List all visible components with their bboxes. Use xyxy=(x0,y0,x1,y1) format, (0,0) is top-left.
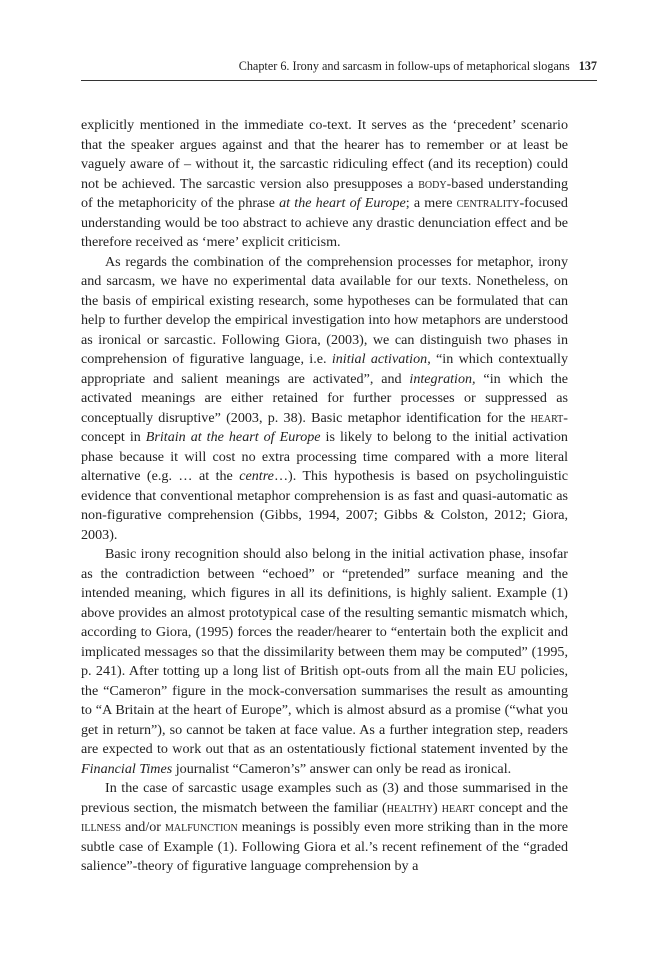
small-caps-term: healthy xyxy=(386,799,434,816)
header-rule xyxy=(81,80,597,81)
paragraph xyxy=(81,779,568,877)
chapter-title: Chapter 6. Irony and sarcasm in follow-ups of metaphorical slogans xyxy=(238,59,570,73)
text-run: ; a mere xyxy=(405,195,457,211)
small-caps-term: heart xyxy=(441,799,475,816)
text-run: As regards the combination of the comprehension processes for metaphor, irony and sarcasm, we have no experimental data available for our texts. Nonetheless, on the basis of empirical existing research, some hypotheses can be formulated that can help to further develop the empirical investigation into how metaphors are understood as ironical or sarcastic. Following Giora, (2003), we can distinguish two phases in comprehension of figurative language, i.e. xyxy=(81,253,568,367)
running-head xyxy=(81,58,597,74)
text-run: …). This hypothesis is based on psycholinguistic evidence that conventional metaphor comprehension is as fast and quasi-automatic as non-figurative comprehension (Gibbs, 1994, 2007; Gibbs & Colston, 2012; Giora, 2003). xyxy=(81,468,568,543)
text-run: journalist “Cameron’s” answer can only be read as ironical. xyxy=(172,760,512,777)
italic-text: initial activation xyxy=(331,351,428,367)
small-caps-term: body xyxy=(418,175,447,192)
text-run: -concept in xyxy=(81,409,568,445)
italic-text: integration, xyxy=(409,370,476,387)
text-run: Basic irony recognition should also belong in the initial activation phase, insofar as the contradiction between “echoed” or “pretended” surface meaning and the intended meaning, which figures in all its definitions, is highly salient. Example (1) above provides an almost prototypical case of the resulting semantic mismatch which, according to Giora, (1995) forces the reader/hearer to “entertain both the explicit and implicated messages so that the dissimilarity between them may be computed” (1995, p. 241). After totting up a long list of British opt-outs from all the main EU policies, the “Cameron” figure in the mock-conversation summarises the result as amounting to “A Britain at the heart of Europe”, which is almost absurd as a promise (“what you get in return”), so cannot be taken at face value. As a further integration step, readers are expected to work out that as an ostentatiously fictional statement invented by the xyxy=(81,546,568,757)
italic-text: Financial Times xyxy=(81,760,173,777)
paragraph xyxy=(81,116,568,253)
italic-text: at the heart of Europe xyxy=(279,195,406,211)
small-caps-term: centrality xyxy=(456,195,520,211)
text-run: explicitly mentioned in the immediate co-text. It serves as the ‘precedent’ scenario that the speaker argues against and that the hearer has to remember or at least be vaguely aware of – without it, the sarcastic ridiculing effect (and its reception) could not be achieved. The sarcastic version also presupposes a xyxy=(81,117,568,192)
small-caps-term: malfunction xyxy=(164,819,238,835)
text-run: -based understanding of the metaphoricity of the phrase xyxy=(81,175,569,211)
italic-text: centre xyxy=(239,468,274,484)
text-run: -focused understanding would be too abstract to achieve any drastic denunciation effect and be therefore received as ‘mere’ explicit criticism. xyxy=(81,195,568,250)
small-caps-term: illness xyxy=(81,819,121,835)
text-run: “in which the activated meanings are either retained for further processes or suppressed as conceptually disruptive” (2003, p. 38). Basic metaphor identification for the xyxy=(81,370,568,426)
text-run: meanings is possibly even more striking than in the more subtle case of Example (1). Following Giora et al.’s recent refinement of the “graded salience”-theory of figurative language comprehension by a xyxy=(81,819,568,874)
text-run: ) xyxy=(433,799,442,816)
text-run: , “in which contextually appropriate and salient meanings are activated”, and xyxy=(81,351,569,387)
page-number: 137 xyxy=(578,59,597,73)
text-run: concept and the xyxy=(474,799,568,816)
small-caps-term: heart xyxy=(530,409,564,426)
italic-text: Britain at the heart of Europe xyxy=(145,429,321,445)
text-run: and/or xyxy=(121,819,165,835)
body-text xyxy=(81,116,568,877)
text-run: is likely to belong to the initial activation phase because it will cost no extra processing time compared with a more literal alternative (e.g. … at the xyxy=(81,429,568,484)
paragraph xyxy=(81,545,568,779)
text-run: In the case of sarcastic usage examples such as (3) and those summarised in the previous section, the mismatch between the familiar ( xyxy=(81,780,568,816)
paragraph xyxy=(81,253,568,546)
